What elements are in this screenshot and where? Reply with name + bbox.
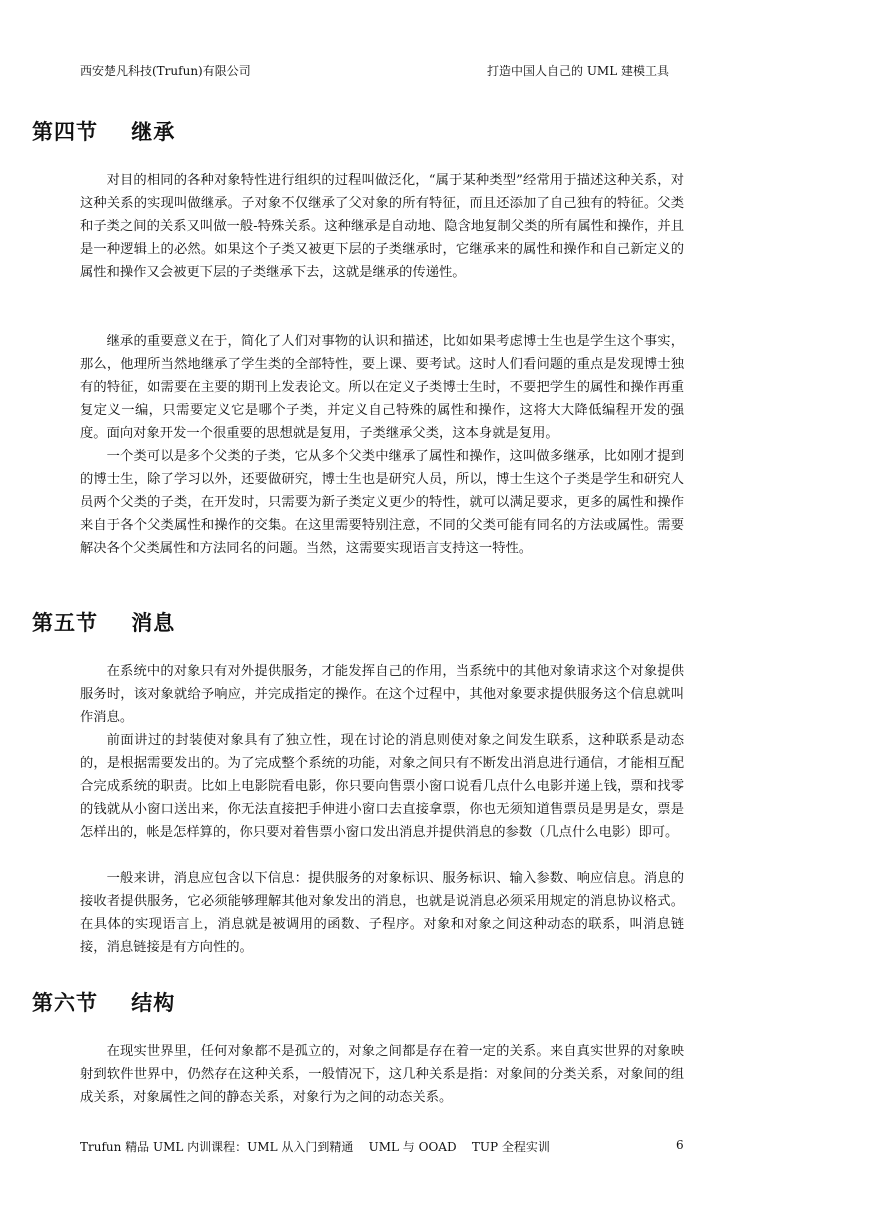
paragraph: 对目的相同的各种对象特性进行组织的过程叫做泛化，“属于某种类型”经常用于描述这种关系，对这种关系的实现叫做继承。子对象不仅继承了父对象的所有特征，而且还添加了自己独有的特征。父类和子类之间的关系又叫做一般-特殊关系。这种继承是自动地、隐含地复制父类的所有属性和操作，并且是一种逻辑上的必然。如果这个子类又被更下层的子类继承时，它继承来的属性和操作和自己新定义的属性和操作又会被更下层的子类继承下去，这就是继承的传递性。 [80,173,684,280]
page-number: 6 [676,1138,684,1152]
header-slogan: 打造中国人自己的 UML 建模工具 [487,64,669,78]
paragraph: 一般来讲，消息应包含以下信息：提供服务的对象标识、服务标识、输入参数、响应信息。消息的接收者提供服务，它必须能够理解其他对象发出的消息，也就是说消息必须采用规定的消息协议格式。在具体的实现语言上，消息就是被调用的函数、子程序。对象和对象之间这种动态的联系，叫消息链接，消息链接是有方向性的。 [80,871,684,955]
paragraph: 一个类可以是多个父类的子类，它从多个父类中继承了属性和操作，这叫做多继承，比如刚才提到的博士生，除了学习以外，还要做研究，博士生也是研究人员，所以，博士生这个子类是学生和研究人员两个父类的子类，在开发时，只需要为新子类定义更少的特性，就可以满足要求，更多的属性和操作来自于各个父类属性和操作的交集。在这里需要特别注意，不同的父类可能有同名的方法或属性。需要解决各个父类属性和方法同名的问题。当然，这需要实现语言支持这一特性。 [80,449,684,556]
section-title-structure: 第六节 结构 [32,991,176,1015]
section-title-inheritance: 第四节 继承 [32,120,176,144]
header-company: 西安楚凡科技(Trufun)有限公司 [80,64,251,78]
section-title-message: 第五节 消息 [32,611,176,635]
paragraph: 前面讲过的封装使对象具有了独立性，现在讨论的消息则使对象之间发生联系，这种联系是动态的，是根据需要发出的。为了完成整个系统的功能，对象之间只有不断发出消息进行通信，才能相互配合完成系统的职责。比如上电影院看电影，你只要向售票小窗口说看几点什么电影并递上钱，票和找零的钱就从小窗口送出来，你无法直接把手伸进小窗口去直接拿票，你也无须知道售票员是男是女，票是怎样出的，帐是怎样算的，你只要对着售票小窗口发出消息并提供消息的参数（几点什么电影）即可。 [80,733,684,840]
paragraph: 在系统中的对象只有对外提供服务，才能发挥自己的作用，当系统中的其他对象请求这个对象提供服务时，该对象就给予响应，并完成指定的操作。在这个过程中，其他对象要求提供服务这个信息就叫作消息。 [80,664,684,725]
footer-course: Trufun 精品 UML 内训课程：UML 从入门到精通 UML 与 OOAD TUP 全程实训 [80,1140,550,1154]
paragraph: 在现实世界里，任何对象都不是孤立的，对象之间都是存在着一定的关系。来自真实世界的对象映射到软件世界中，仍然存在这种关系，一般情况下，这几种关系是指：对象间的分类关系，对象间的组成关系，对象属性之间的静态关系，对象行为之间的动态关系。 [80,1044,684,1105]
paragraph: 继承的重要意义在于，简化了人们对事物的认识和描述，比如如果考虑博士生也是学生这个事实，那么，他理所当然地继承了学生类的全部特性，要上课、要考试。这时人们看问题的重点是发现博士独有的特征，如需要在主要的期刊上发表论文。所以在定义子类博士生时，不要把学生的属性和操作再重复定义一编，只需要定义它是哪个子类，并定义自己特殊的属性和操作，这将大大降低编程开发的强度。面向对象开发一个很重要的思想就是复用，子类继承父类，这本身就是复用。 [80,334,684,441]
